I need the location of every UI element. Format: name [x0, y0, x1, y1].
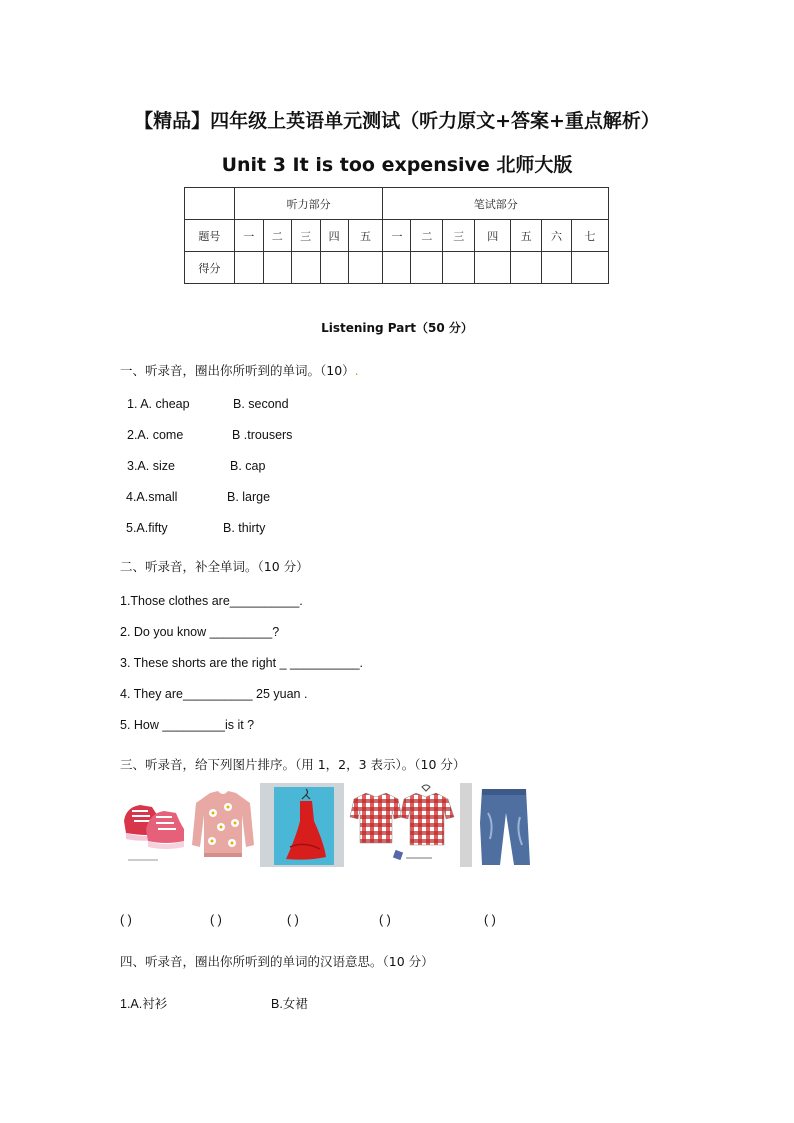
score-table	[184, 187, 609, 284]
score-table-col: 一	[234, 220, 263, 252]
score-cell	[511, 252, 542, 284]
sneakers-picture	[118, 783, 186, 867]
s1-item-a: 1. A. cheap	[127, 397, 190, 411]
score-table-col: 二	[411, 220, 443, 252]
score-table-listening-header: 听力部分	[234, 188, 383, 220]
doc-title-line2: Unit 3 It is too expensive 北师大版	[221, 154, 573, 176]
jeans-picture	[460, 783, 548, 867]
score-cell	[383, 252, 411, 284]
s1-item-b: B. large	[227, 490, 271, 504]
score-table-col: 二	[263, 220, 291, 252]
score-table-number-label: 题号	[185, 220, 235, 252]
score-table-col: 三	[443, 220, 475, 252]
s1-item-b: B. cap	[230, 459, 266, 473]
s1-item-b: B. second	[233, 397, 289, 411]
score-table-col: 四	[475, 220, 511, 252]
s4-item-a: 1.A.衬衫	[120, 997, 168, 1011]
s4-item-b: B.女裙	[271, 997, 308, 1011]
s2-item: 4. They are__________ 25 yuan .	[120, 687, 308, 701]
score-cell	[443, 252, 475, 284]
score-cell	[234, 252, 263, 284]
score-cell	[475, 252, 511, 284]
answer-paren: ( )	[120, 913, 132, 927]
sweater-picture	[188, 783, 258, 867]
s2-item: 1.Those clothes are__________.	[120, 594, 303, 608]
section2-heading: 二、听录音，补全单词。（10 分）	[120, 559, 309, 574]
s1-item-a: 5.A.fifty	[126, 521, 168, 535]
s1-item-a: 4.A.small	[126, 490, 178, 504]
s1-item-a: 3.A. size	[127, 459, 175, 473]
score-cell	[320, 252, 348, 284]
s2-item: 2. Do you know _________?	[120, 625, 280, 639]
section3-heading: 三、听录音，给下列图片排序。（用 1，2，3 表示）。（10 分）	[120, 757, 466, 772]
score-cell	[542, 252, 572, 284]
s1-item-a: 2.A. come	[127, 428, 184, 442]
score-table-col: 五	[511, 220, 542, 252]
score-table-written-header: 笔试部分	[383, 188, 609, 220]
score-cell	[348, 252, 383, 284]
score-cell	[291, 252, 320, 284]
listening-part-heading: Listening Part（50 分）	[321, 321, 473, 335]
answer-paren: ( )	[287, 913, 299, 927]
answer-paren: ( )	[210, 913, 222, 927]
s2-item: 5. How _________is it ?	[120, 718, 255, 732]
score-cell	[572, 252, 609, 284]
score-table-col: 七	[572, 220, 609, 252]
s1-item-b: B. thirty	[223, 521, 266, 535]
score-cell	[411, 252, 443, 284]
score-table-col: 六	[542, 220, 572, 252]
dress-picture	[260, 783, 344, 867]
clothing-pictures	[118, 783, 548, 867]
score-table-col: 五	[348, 220, 383, 252]
s2-item: 3. These shorts are the right _ __________.	[120, 656, 363, 670]
score-table-col: 四	[320, 220, 348, 252]
doc-title-line1: 【精品】四年级上英语单元测试（听力原文+答案+重点解析）	[134, 110, 660, 132]
s1-item-b: B .trousers	[232, 428, 293, 442]
answer-paren: ( )	[484, 913, 496, 927]
score-table-col: 一	[383, 220, 411, 252]
shirts-picture	[346, 783, 458, 867]
section4-heading: 四、听录音，圈出你所听到的单词的汉语意思。（10 分）	[120, 954, 434, 969]
score-table-corner	[185, 188, 235, 220]
section1-heading: 一、听录音，圈出你所听到的单词。（10）.	[120, 363, 359, 378]
score-cell	[263, 252, 291, 284]
score-table-score-label: 得分	[185, 252, 235, 284]
score-table-col: 三	[291, 220, 320, 252]
answer-paren: ( )	[379, 913, 391, 927]
